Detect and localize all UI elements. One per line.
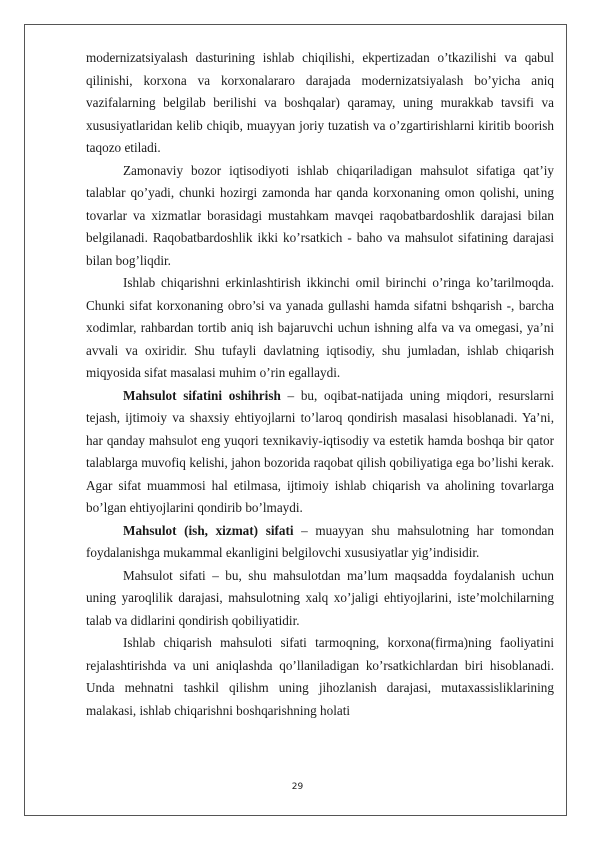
paragraph-1-text: modernizatsiyalash dasturining ishlab chiqilishi, ekpertizadan o’tkazilishi va qabul qilinishi, korxona va korxonalararo darajada modernizatsiyalash bo’yicha aniq vazifalarning belgilab berilishi va boshqalar) qaramay, uning murakkab tavsifi va xususiyatlaridan kelib chiqib, muayyan joriy tuzatish va o’zgartirishlarni kiritib boorish taqozo etiladi. [86, 50, 554, 155]
paragraph-4 [86, 385, 554, 520]
paragraph-6 [86, 565, 554, 633]
document-body [86, 47, 554, 722]
page-number: 29 [291, 782, 304, 792]
paragraph-3-text: Ishlab chiqarishni erkinlashtirish ikkinchi omil birinchi o’ringa ko’tarilmoqda. Chunki sifat korxonaning obro’si va yanada gullashi hamda sifatni bshqarish -, barcha xodimlar, rahbardan tortib aniq ish bajaruvchi uchun ishning alfa va va omegasi, ya’ni avvali va oxiridir. Shu tufayli davlatning iqtisodiy, shu jumladan, ishlab chiqarish miqyosida sifat masalasi muhim o’rin egallaydi. [86, 275, 554, 380]
paragraph-7-text: Ishlab chiqarish mahsuloti sifati tarmoqning, korxona(firma)ning faoliyatini rejalashtirishda va uni aniqlashda qo’llaniladigan ko’rsatkichlardan biri hisoblanadi. Unda mehnatni tashkil qilishm uning jihozlanish darajasi, mutaxassisliklarining malakasi, ishlab chiqarishni boshqarishning holati [86, 635, 554, 718]
paragraph-4-text: – bu, oqibat-natijada uning miqdori, resurslarni tejash, ijtimoiy va shaxsiy ehtiyojlarni to’laroq qondirish masalasi hisoblanadi. Ya’ni, har qanday mahsulot eng yuqori texnikaviy-iqtisodiy va estetik hamda boshqa bir qator talablarga muvofiq kelishi, jahon bozorida raqobat qilish qobiliyatiga ega bo’lishi kerak. Agar sifat muammosi hal etilmasa, ijtimoiy ishlab chiqarish va aholining tovarlarga bo’lgan ehtiyojlarini qondirib bo’lmaydi. [86, 387, 554, 515]
paragraph-3 [86, 272, 554, 385]
paragraph-5-text: – muayyan shu mahsulotning har tomondan foydalanishga mukammal ekanligini belgilovchi xususiyatlar yig’indisidir. [86, 522, 554, 560]
paragraph-1 [86, 47, 554, 160]
paragraph-5 [86, 520, 554, 565]
paragraph-5-bold: Mahsulot (ish, xizmat) sifati [123, 522, 294, 538]
paragraph-2 [86, 160, 554, 273]
paragraph-7 [86, 632, 554, 722]
paragraph-6-text: Mahsulot sifati – bu, shu mahsulotdan ma’lum maqsadda foydalanish uchun uning yaroqlilik darajasi, mahsulotning xalq xo’jaligi ehtiyojlarini, iste’molchilarning talab va didlarini qondirish qobiliyatidir. [86, 567, 554, 628]
paragraph-2-text: Zamonaviy bozor iqtisodiyoti ishlab chiqariladigan mahsulot sifatiga qat’iy talablar qo’yadi, chunki hozirgi zamonda har qanda korxonaning omon qolishi, uning tovarlar va xizmatlar borasidagi mustahkam mavqei raqobatbardoshlik darajasi bilan belgilanadi. Raqobatbardoshlik ikki ko’rsatkich - baho va mahsulot sifatining darajasi bilan bog’liqdir. [86, 162, 554, 268]
paragraph-4-bold: Mahsulot sifatini oshihrish [123, 387, 281, 403]
